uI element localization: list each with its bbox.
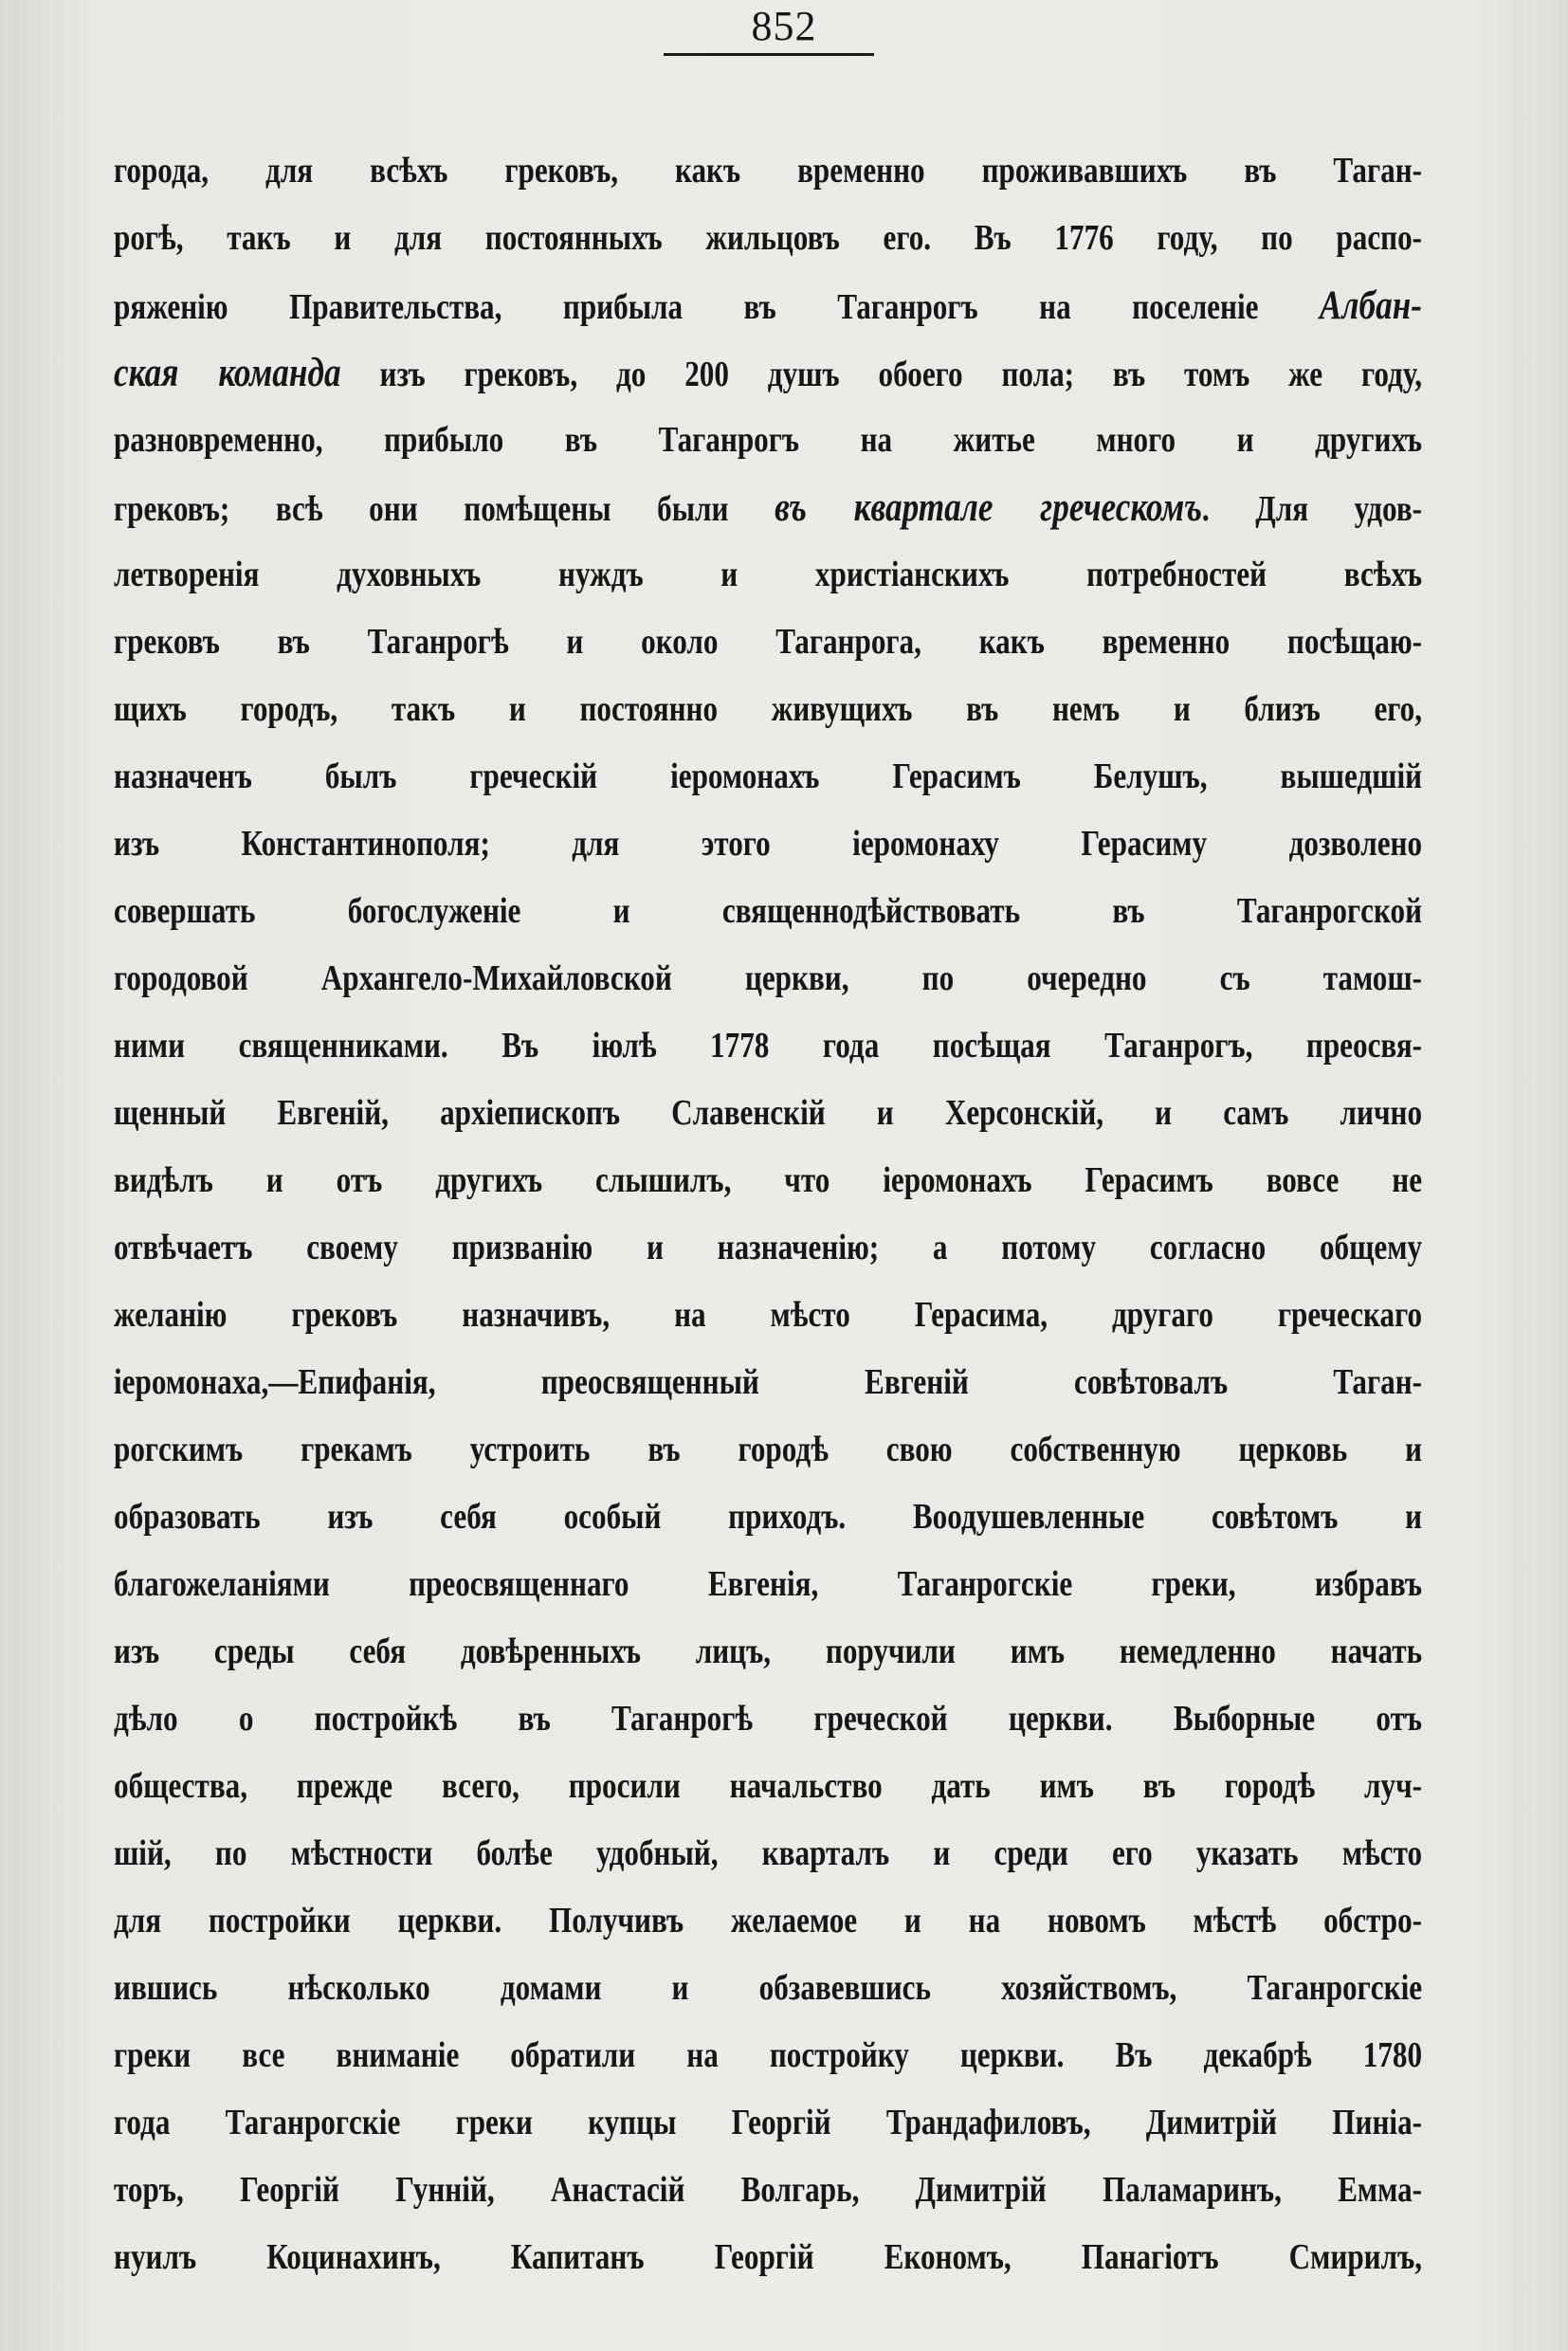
text-line	[114, 2157, 1422, 2224]
text-line	[114, 407, 1422, 474]
text-line	[114, 1349, 1422, 1416]
text-run: летворенія духовныхъ нуждъ и христіанскихъ потребностей всѣхъ	[114, 555, 1423, 594]
page-number: 852	[751, 3, 817, 49]
text-line	[114, 1214, 1422, 1282]
italic-text-run: въ квартале греческомъ	[775, 485, 1202, 530]
italic-text-run: Албан-	[1319, 283, 1423, 328]
text-run: . Для удов-	[1201, 489, 1423, 529]
text-line	[114, 1955, 1422, 2022]
text-run: торъ, Георгій Гунній, Анастасій Волгарь, Димитрій Паламаринъ, Емма-	[114, 2170, 1423, 2210]
text-run: городовой Архангело-Михайловской церкви, по очередно съ тамош-	[114, 958, 1423, 998]
text-run: видѣлъ и отъ другихъ слышилъ, что іеромонахъ Герасимъ вовсе не	[114, 1160, 1423, 1200]
text-run: щенный Евгеній, архіепископъ Славенскій и Херсонскій, и самъ лично	[114, 1093, 1423, 1133]
text-line	[114, 1282, 1422, 1349]
text-run: грековъ; всѣ они помѣщены были	[114, 489, 775, 529]
text-line	[114, 2224, 1422, 2291]
text-line	[114, 1686, 1422, 1753]
text-line	[114, 1551, 1422, 1618]
text-run: рогѣ, такъ и для постоянныхъ жильцовъ его. Въ 1776 году, по распо-	[114, 218, 1423, 258]
text-run: дѣло о постройкѣ въ Таганрогѣ греческой церкви. Выборные отъ	[114, 1699, 1423, 1739]
text-line	[114, 2089, 1422, 2157]
text-run: рогскимъ грекамъ устроить въ городѣ свою собственную церковь и	[114, 1430, 1423, 1469]
text-run: шій, по мѣстности болѣе удобный, кварталъ и среди его указать мѣсто	[114, 1833, 1423, 1873]
text-run: іеромонаха,—Епифанія, преосвященный Евгеній совѣтовалъ Таган-	[114, 1362, 1423, 1402]
text-run: совершать богослуженіе и священнодѣйствовать въ Таганрогской	[114, 891, 1423, 931]
text-line	[114, 1080, 1422, 1147]
text-run: изъ Константинополя; для этого іеромонаху Герасиму дозволено	[114, 824, 1423, 864]
text-line	[114, 1820, 1422, 1887]
text-run: для постройки церкви. Получивъ желаемое и на новомъ мѣстѣ обстро-	[114, 1901, 1423, 1941]
text-line	[114, 1416, 1422, 1484]
text-line	[114, 205, 1422, 272]
text-line	[114, 1887, 1422, 1955]
text-run: щихъ городъ, такъ и постоянно живущихъ въ немъ и близъ его,	[114, 689, 1423, 729]
text-run: общества, прежде всего, просили начальство дать имъ въ городѣ луч-	[114, 1766, 1423, 1806]
text-line	[114, 1618, 1422, 1686]
text-run: разновременно, прибыло въ Таганрогъ на житье много и другихъ	[114, 420, 1423, 460]
text-run: изъ среды себя довѣренныхъ лицъ, поручили имъ немедленно начать	[114, 1631, 1423, 1671]
italic-text-run: ская команда	[114, 351, 341, 395]
body-text	[114, 137, 1422, 2291]
text-line	[114, 743, 1422, 811]
text-line	[114, 811, 1422, 878]
text-line	[114, 1012, 1422, 1080]
text-line	[114, 137, 1422, 205]
text-run: изъ грековъ, до 200 душъ обоего пола; въ томъ же году,	[340, 355, 1423, 394]
text-run: нуилъ Коцинахинъ, Капитанъ Георгій Економъ, Панагіотъ Смирилъ,	[114, 2237, 1423, 2277]
text-line	[114, 1484, 1422, 1551]
text-run: благожеланіями преосвященнаго Евгенія, Таганрогскіе греки, избравъ	[114, 1564, 1423, 1604]
text-run: назначенъ былъ греческій іеромонахъ Герасимъ Белушъ, вышедшій	[114, 756, 1423, 796]
text-run: грековъ въ Таганрогѣ и около Таганрога, какъ временно посѣщаю-	[114, 622, 1423, 662]
text-line	[114, 609, 1422, 676]
text-run: ившись нѣсколько домами и обзавевшись хозяйствомъ, Таганрогскіе	[114, 1968, 1423, 2008]
text-run: года Таганрогскіе греки купцы Георгій Трандафиловъ, Димитрій Пиніа-	[114, 2103, 1423, 2142]
header-rule	[664, 53, 874, 56]
text-run: отвѣчаетъ своему призванію и назначенію; а потому согласно общему	[114, 1228, 1423, 1267]
text-line	[114, 676, 1422, 743]
text-run: ними священниками. Въ іюлѣ 1778 года посѣщая Таганрогъ, преосвя-	[114, 1026, 1423, 1066]
text-run: образовать изъ себя особый приходъ. Воодушевленные совѣтомъ и	[114, 1497, 1423, 1537]
text-run: города, для всѣхъ грековъ, какъ временно проживавшихъ въ Таган-	[114, 151, 1423, 191]
text-line	[114, 1147, 1422, 1214]
text-line	[114, 339, 1422, 407]
text-run: желанію грековъ назначивъ, на мѣсто Герасима, другаго греческаго	[114, 1295, 1423, 1335]
text-line	[114, 878, 1422, 945]
text-line	[114, 1753, 1422, 1820]
text-line	[114, 2022, 1422, 2089]
text-line	[114, 541, 1422, 609]
text-line	[114, 272, 1422, 339]
text-run: ряженію Правительства, прибыла въ Таганрогъ на поселеніе	[114, 287, 1320, 327]
text-run: греки все вниманіе обратили на постройку церкви. Въ декабрѣ 1780	[114, 2035, 1423, 2075]
text-line	[114, 474, 1422, 541]
text-line	[114, 945, 1422, 1012]
